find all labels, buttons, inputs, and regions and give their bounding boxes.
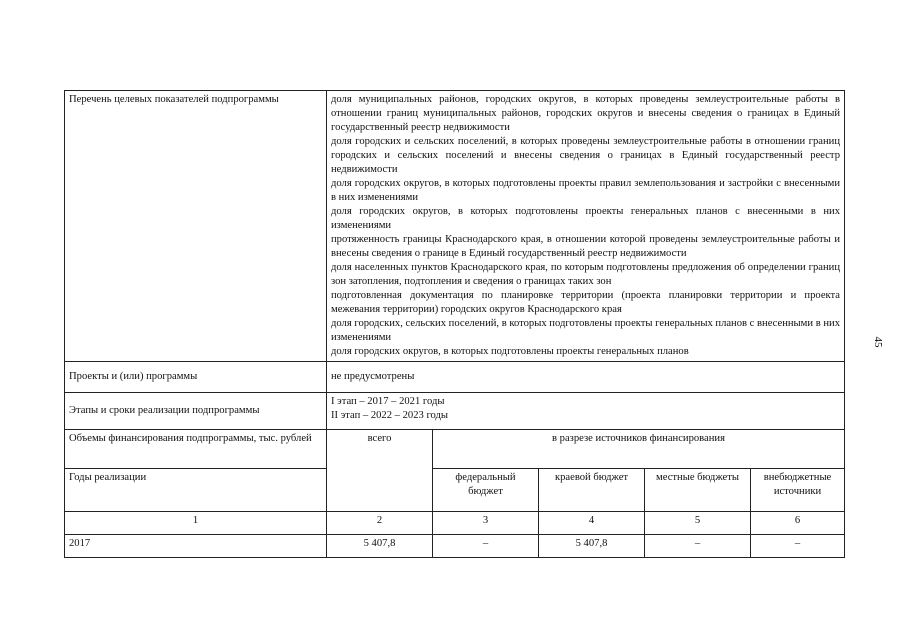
- projects-row: [65, 362, 845, 393]
- indicator-item: доля городских округов, в которых подготовлены проекты правил землепользования и застройки с внесенными в них изменениями: [331, 178, 840, 203]
- indicator-item: доля городских, сельских поселений, в которых подготовлены проекты генеральных планов с внесенными в них изменениями: [331, 318, 840, 343]
- total-header: всего: [327, 430, 433, 512]
- regional-value: 5 407,8: [539, 535, 645, 558]
- federal-value: –: [433, 535, 539, 558]
- indicator-item: доля городских округов, в которых подготовлены проекты генеральных планов: [331, 346, 689, 357]
- local-value: –: [645, 535, 751, 558]
- source-federal: федеральный бюджет: [433, 469, 539, 512]
- stage-2: II этап – 2022 – 2023 годы: [331, 410, 449, 421]
- indicator-item: доля городских и сельских поселений, в которых проведены землеустроительные работы в отношении границ городских и сельских поселений и внесены сведения о границах в Единый государственный реестр недвижимости: [331, 136, 840, 175]
- indicators-list: [327, 91, 845, 362]
- projects-label: Проекты и (или) программы: [65, 362, 327, 393]
- total-value: 5 407,8: [327, 535, 433, 558]
- finance-label: Объемы финансирования подпрограммы, тыс. рублей: [65, 430, 327, 469]
- indicator-item: доля городских округов, в которых подготовлены проекты генеральных планов с внесенными в них изменениями: [331, 206, 840, 231]
- column-numbers-row: [65, 512, 845, 535]
- column-number: 4: [539, 512, 645, 535]
- stages-row: [65, 393, 845, 430]
- source-local: местные бюджеты: [645, 469, 751, 512]
- indicators-label: Перечень целевых показателей подпрограммы: [65, 91, 327, 362]
- column-number: 2: [327, 512, 433, 535]
- stage-1: I этап – 2017 – 2021 годы: [331, 396, 445, 407]
- indicator-item: доля муниципальных районов, городских округов, в которых проведены землеустроительные работы в отношении границ муниципальных районов, городских округов и внесены сведения о границах в Единый государственный реестр недвижимости: [331, 94, 840, 133]
- years-label: Годы реализации: [65, 469, 327, 512]
- page-number: 45: [872, 336, 884, 348]
- stages-value: [327, 393, 845, 430]
- column-number: 3: [433, 512, 539, 535]
- source-regional: краевой бюджет: [539, 469, 645, 512]
- indicator-item: подготовленная документация по планировке территории (проекта планировки территории и проекта межевания территории) городских округов Краснодарского края: [331, 290, 840, 315]
- finance-header-row: [65, 430, 845, 469]
- indicators-row: [65, 91, 845, 362]
- sources-subheader-row: [65, 469, 845, 512]
- projects-value: не предусмотрены: [327, 362, 845, 393]
- column-number: 1: [65, 512, 327, 535]
- year-cell: 2017: [65, 535, 327, 558]
- sources-header: в разрезе источников финансирования: [433, 430, 845, 469]
- column-number: 6: [751, 512, 845, 535]
- indicator-item: протяженность границы Краснодарского края, в отношении которой проведены землеустроительные работы и внесены сведения о границе в Единый государственный реестр недвижимости: [331, 234, 840, 259]
- subprogram-passport-table: [64, 90, 845, 558]
- finance-data-row: [65, 535, 845, 558]
- column-number: 5: [645, 512, 751, 535]
- source-extrabudgetary: внебюджетные источники: [751, 469, 845, 512]
- indicator-item: доля населенных пунктов Краснодарского края, по которым подготовлены предложения об определении границ зон затопления, подтопления и сведения о границах таких зон: [331, 262, 840, 287]
- extrabudgetary-value: –: [751, 535, 845, 558]
- stages-label: Этапы и сроки реализации подпрограммы: [65, 393, 327, 430]
